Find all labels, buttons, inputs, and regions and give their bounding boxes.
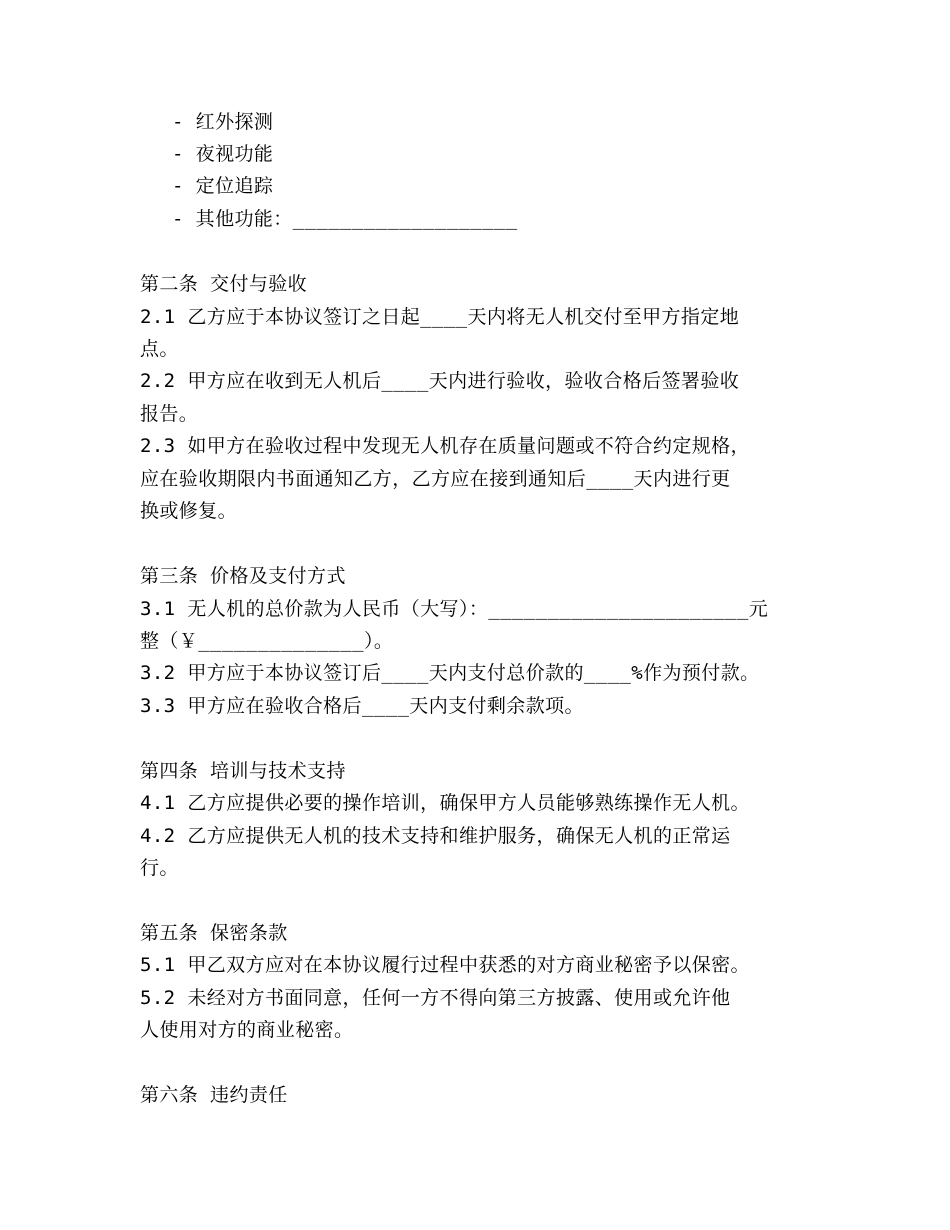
section3-heading: 第三条 价格及支付方式 [140, 565, 346, 587]
section2-line: 应在验收期限内书面通知乙方，乙方应在接到通知后____天内进行更 [140, 468, 731, 490]
bullet-positioning: - 定位追踪 [172, 175, 274, 197]
section2-line: 2.3 如甲方在验收过程中发现无人机存在质量问题或不符合约定规格， [140, 435, 750, 457]
section3-line: 3.3 甲方应在验收合格后____天内支付剩余款项。 [140, 695, 584, 717]
section4-line: 行。 [140, 857, 179, 879]
section2-line: 2.2 甲方应在收到无人机后____天内进行验收，验收合格后签署验收 [140, 370, 740, 392]
bullet-night-vision: - 夜视功能 [172, 143, 274, 165]
section5-line: 5.1 甲乙双方应对在本协议履行过程中获悉的对方商业秘密予以保密。 [140, 954, 750, 976]
bullet-infrared: - 红外探测 [172, 111, 274, 133]
section2-line: 2.1 乙方应于本协议签订之日起____天内将无人机交付至甲方指定地 [140, 306, 740, 328]
section2-line: 报告。 [140, 403, 199, 425]
section4-heading: 第四条 培训与技术支持 [140, 760, 346, 782]
section3-line: 整（￥______________）。 [140, 630, 394, 652]
section6-heading: 第六条 违约责任 [140, 1084, 288, 1106]
bullet-other: - 其他功能：___________________ [172, 208, 518, 230]
section3-line: 3.1 无人机的总价款为人民币（大写）：______________________元 [140, 598, 769, 620]
section5-line: 人使用对方的商业秘密。 [140, 1019, 354, 1041]
section2-heading: 第二条 交付与验收 [140, 273, 308, 295]
section2-line: 换或修复。 [140, 500, 238, 522]
section5-heading: 第五条 保密条款 [140, 922, 288, 944]
section5-line: 5.2 未经对方书面同意，任何一方不得向第三方披露、使用或允许他 [140, 987, 731, 1009]
section4-line: 4.1 乙方应提供必要的操作培训，确保甲方人员能够熟练操作无人机。 [140, 792, 750, 814]
section4-line: 4.2 乙方应提供无人机的技术支持和维护服务，确保无人机的正常运 [140, 825, 731, 847]
section2-line: 点。 [140, 338, 179, 360]
section3-line: 3.2 甲方应于本协议签订后____天内支付总价款的____%作为预付款。 [140, 662, 760, 684]
